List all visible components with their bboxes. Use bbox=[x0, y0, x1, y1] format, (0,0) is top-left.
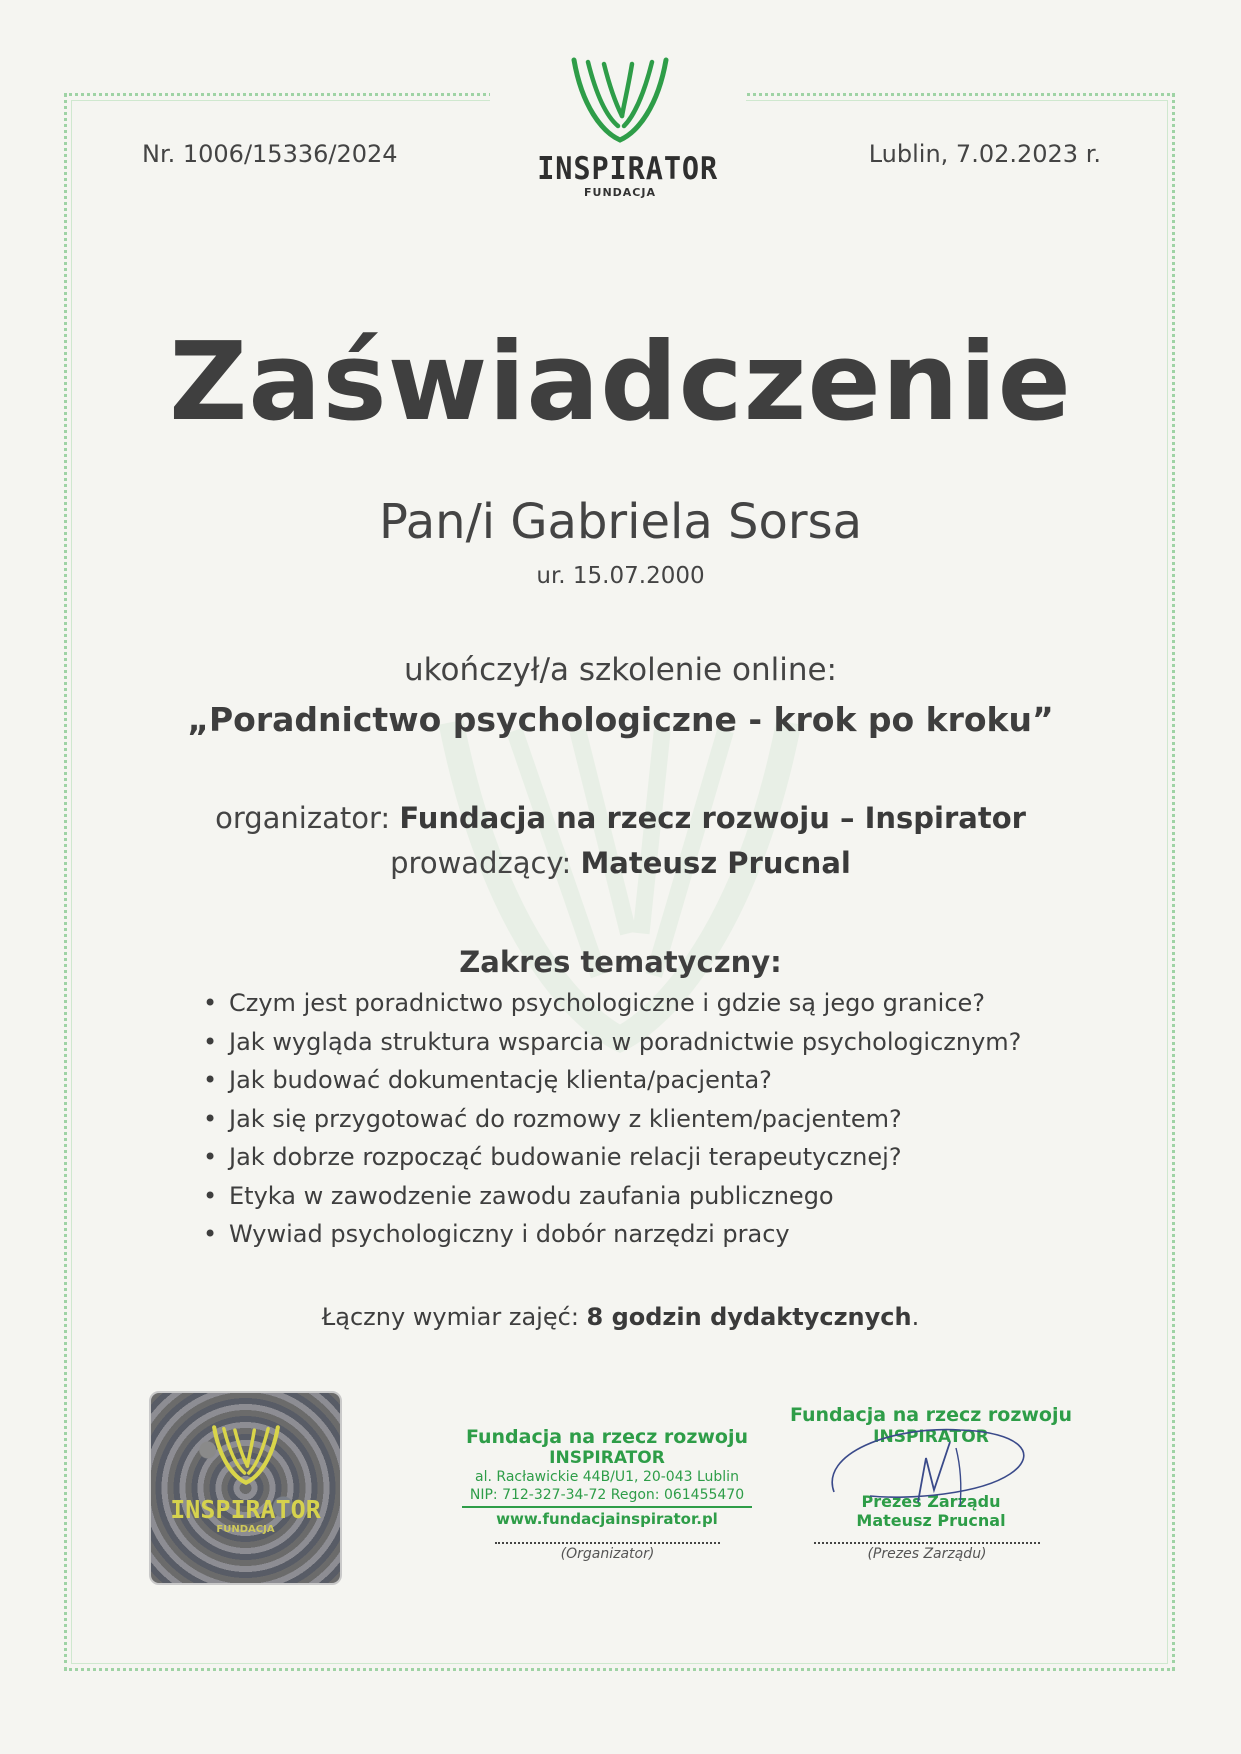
certificate-number: Nr. 1006/15336/2024 bbox=[142, 140, 398, 168]
bullet-icon: • bbox=[203, 1066, 218, 1094]
bullet-icon: • bbox=[203, 1143, 218, 1171]
stamp-address: al. Racławickie 44B/U1, 20-043 Lublin bbox=[475, 1469, 739, 1485]
hand-v-icon bbox=[210, 1423, 282, 1487]
hours-line bbox=[0, 1303, 1241, 1331]
list-item bbox=[203, 1138, 1021, 1177]
stamp-line: Fundacja na rzecz rozwoju bbox=[789, 1404, 1073, 1426]
list-item bbox=[203, 1215, 1021, 1254]
trainer-value: Mateusz Prucnal bbox=[580, 846, 851, 880]
stamp-role-title: Prezes Zarządu bbox=[861, 1492, 1001, 1511]
signature-line bbox=[814, 1542, 1040, 1544]
bullet-icon: • bbox=[203, 1181, 218, 1210]
trainer-line bbox=[0, 846, 1241, 880]
foundation-logo bbox=[530, 54, 719, 214]
list-item bbox=[203, 1177, 1021, 1216]
topic-text: Etyka w zawodzenie zawodu zaufania publicznego bbox=[229, 1181, 834, 1210]
list-item bbox=[203, 1100, 1021, 1139]
stamp-website: www.fundacjainspirator.pl bbox=[496, 1510, 718, 1528]
topics-list bbox=[203, 984, 1021, 1254]
topic-text: Jak budować dokumentację klienta/pacjenta? bbox=[229, 1066, 772, 1094]
bullet-icon: • bbox=[203, 1027, 218, 1056]
list-item bbox=[203, 984, 1021, 1023]
bullet-icon: • bbox=[203, 1104, 218, 1133]
organizer-caption: (Organizator) bbox=[560, 1546, 655, 1562]
topic-text: Wywiad psychologiczny i dobór narzędzi pracy bbox=[229, 1220, 790, 1248]
logo-subtitle: FUNDACJA bbox=[584, 186, 656, 199]
signature-line bbox=[495, 1542, 720, 1544]
recipient-name: Pan/i Gabriela Sorsa bbox=[378, 494, 863, 550]
hours-label: Łączny wymiar zajęć: bbox=[321, 1303, 587, 1331]
completed-text: ukończył/a szkolenie online: bbox=[404, 652, 837, 688]
place-date: Lublin, 7.02.2023 r. bbox=[868, 140, 1101, 168]
handwritten-signature bbox=[810, 1414, 1040, 1524]
hours-value: 8 godzin dydaktycznych bbox=[586, 1303, 912, 1331]
topic-text: Jak wygląda struktura wsparcia w poradnictwie psychologicznym? bbox=[229, 1027, 1022, 1056]
president-caption: (Prezes Zarządu) bbox=[867, 1546, 987, 1562]
organizer-line bbox=[0, 801, 1241, 835]
logo-name: INSPIRATOR bbox=[537, 151, 719, 187]
hologram-name: INSPIRATOR bbox=[170, 1495, 321, 1524]
stamp-line: Fundacja na rzecz rozwoju bbox=[465, 1426, 749, 1448]
birth-date: ur. 15.07.2000 bbox=[536, 563, 705, 589]
list-item bbox=[203, 1023, 1021, 1062]
list-item bbox=[203, 1061, 1021, 1100]
organizer-value: Fundacja na rzecz rozwoju – Inspirator bbox=[399, 801, 1026, 835]
hologram-sticker bbox=[149, 1391, 342, 1585]
bullet-icon: • bbox=[203, 1220, 218, 1248]
topic-text: Czym jest poradnictwo psychologiczne i gdzie są jego granice? bbox=[229, 989, 986, 1017]
scope-title: Zakres tematyczny: bbox=[459, 945, 782, 979]
stamp-line: INSPIRATOR bbox=[549, 1448, 665, 1468]
organizer-label: organizator: bbox=[215, 801, 400, 835]
bullet-icon: • bbox=[203, 989, 218, 1017]
course-name: „Poradnictwo psychologiczne - krok po kroku” bbox=[187, 700, 1054, 739]
stamp-line: INSPIRATOR bbox=[873, 1427, 989, 1447]
topic-text: Jak się przygotować do rozmowy z klientem/pacjentem? bbox=[229, 1104, 902, 1133]
topic-text: Jak dobrze rozpocząć budowanie relacji terapeutycznej? bbox=[229, 1143, 902, 1171]
stamp-nip-regon: NIP: 712-327-34-72 Regon: 061455470 bbox=[462, 1486, 752, 1508]
stamp-role-name: Mateusz Prucnal bbox=[856, 1511, 1006, 1530]
hand-v-icon bbox=[568, 54, 672, 146]
hologram-subtitle: FUNDACJA bbox=[216, 1524, 275, 1535]
trainer-label: prowadzący: bbox=[390, 846, 581, 880]
organizer-stamp bbox=[462, 1426, 752, 1530]
page-title: Zaświadczenie bbox=[169, 320, 1072, 445]
hours-suffix: . bbox=[911, 1303, 920, 1331]
